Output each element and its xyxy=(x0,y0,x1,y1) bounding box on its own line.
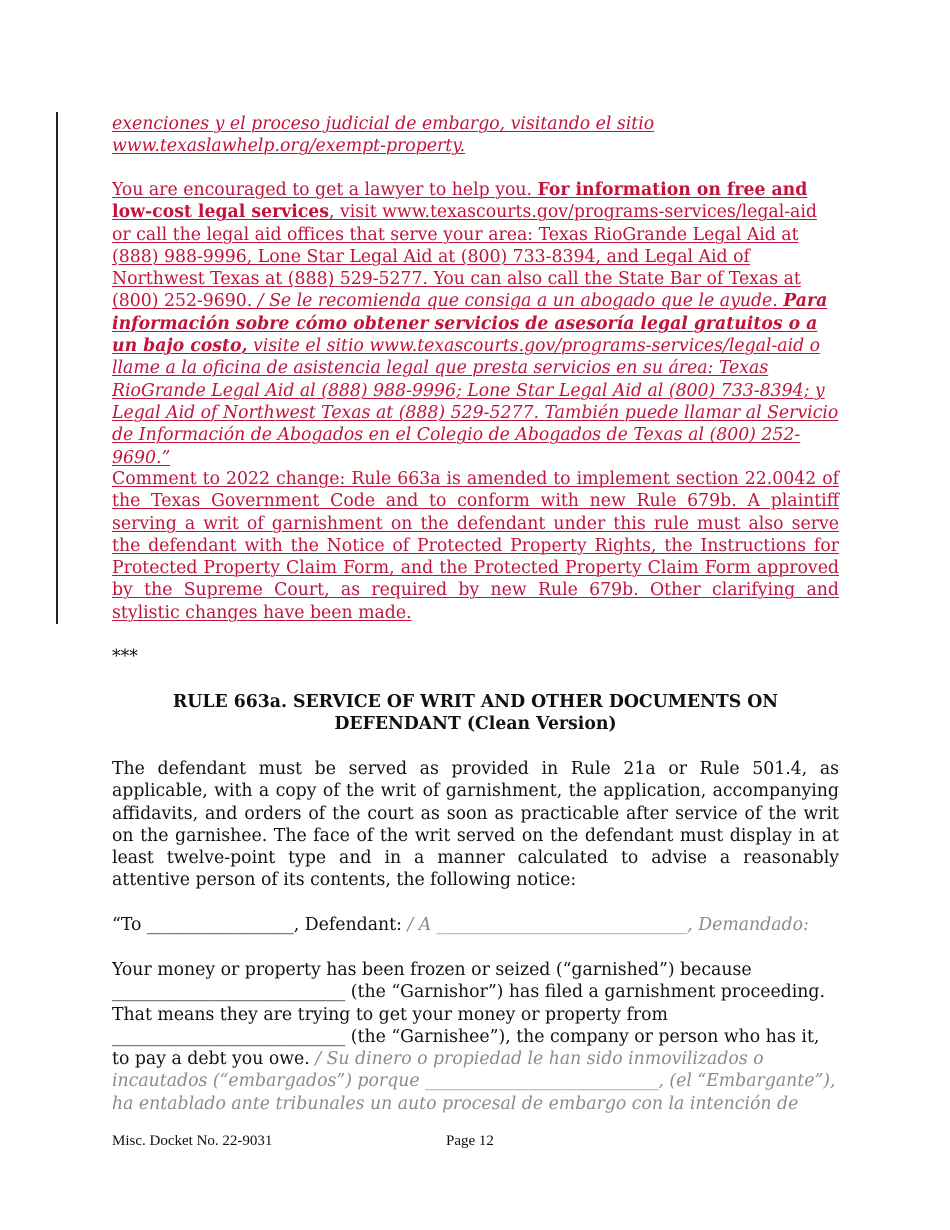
footer-docket-number: Misc. Docket No. 22-9031 xyxy=(112,1133,273,1149)
rule-heading-line-2: DEFENDANT (Clean Version) xyxy=(334,714,617,735)
comment-paragraph: Comment to 2022 change: Rule 663a is amended to implement section 22.0042 of the Texas Government Code and to conform with new Rule 679b. A plaintiff serving a writ of garnishment on the defendant under this rule must also serve the defendant with the Notice of Protected Property Rights, the Instructions for Protected Property Claim Form, and the Protected Property Claim Form approved by the Supreme Court, as required by new Rule 679b. Other clarifying and stylistic changes have been made. xyxy=(112,469,839,623)
notice-spanish-1: / Su dinero o propiedad le han sido inmovilizados o xyxy=(315,1049,764,1070)
notice-to-english: “To _________________, Defendant: xyxy=(112,915,408,935)
notice-garnished-paragraph xyxy=(112,959,839,1115)
legal-aid-english-body: , visit www.texascourts.gov/programs-services/legal-aid or call the legal aid offices that serve your area: Texas RioGrande Legal Aid at (888) 988-9996, Lone Star Legal Aid at (800) 733-8394, and Legal Aid of Northwest Texas at (888) 529-5277. You can also call the State Bar of Texas at (800) 252-9690. xyxy=(112,202,817,312)
notice-spanish-2: incautados (“embargados”) porque ___________________________, (el “Embargante”), xyxy=(112,1071,836,1092)
notice-line-1: Your money or property has been frozen or seized (“garnished”) because xyxy=(112,960,752,980)
exemptions-line-2: www.texaslawhelp.org/exempt-property. xyxy=(112,136,466,157)
notice-line-5: to pay a debt you owe. xyxy=(112,1049,316,1070)
legal-aid-spanish-body: visite el sitio www.texascourts.gov/programs-services/legal-aid o llame a la oficina de asistencia legal que presta servicios en su área: Texas RioGrande Legal Aid al (888) 988-9996; Lone Star Legal Aid al (800) 733-8394; y Legal Aid of Northwest Texas at (888) 529-5277. También puede llamar al Servicio de Información de Abogados en el Colegio de Abogados de Texas al (800) 252-9690.” xyxy=(112,336,839,468)
legal-aid-paragraph xyxy=(112,179,839,469)
notice-line-3: That means they are trying to get your money or property from xyxy=(112,1004,668,1025)
notice-to-line xyxy=(112,914,839,936)
rule-heading-line-1: RULE 663a. SERVICE OF WRIT AND OTHER DOCUMENTS ON xyxy=(172,692,779,712)
exemptions-paragraph xyxy=(112,113,839,158)
legal-aid-bold-spanish: Para información sobre cómo obtener servicios de asesoría legal gratuitos o a un bajo costo, xyxy=(112,291,828,357)
legal-aid-spanish-intro: / Se le recomienda que consiga a un abogado que le ayude. xyxy=(257,291,784,312)
footer-page-number: Page 12 xyxy=(446,1133,494,1149)
section-separator: *** xyxy=(112,647,138,667)
notice-line-4: ___________________________ (the “Garnishee”), the company or person who has it, xyxy=(112,1026,820,1047)
notice-line-2: ___________________________ (the “Garnishor”) has filed a garnishment proceeding. xyxy=(112,982,825,1003)
legal-aid-bold-english: For information on free and low-cost legal services xyxy=(112,180,808,223)
legal-aid-intro: You are encouraged to get a lawyer to help you. xyxy=(112,180,538,200)
notice-spanish-3: ha entablado ante tribunales un auto procesal de embargo con la intención de xyxy=(112,1093,799,1114)
rule-heading xyxy=(112,691,839,736)
revision-change-bar xyxy=(56,112,58,624)
defendant-service-paragraph: The defendant must be served as provided in Rule 21a or Rule 501.4, as applicable, with a copy of the writ of garnishment, the application, accompanying affidavits, and orders of the court as soon as practicable after service of the writ on the garnishee. The face of the writ served on the defendant must display in at least twelve-point type and in a manner calculated to advise a reasonably attentive person of its contents, the following notice: xyxy=(112,759,839,891)
exemptions-line-1: exenciones y el proceso judicial de embargo, visitando el sitio xyxy=(112,114,655,134)
notice-to-spanish: / A _____________________________, Demandado: xyxy=(407,915,809,935)
